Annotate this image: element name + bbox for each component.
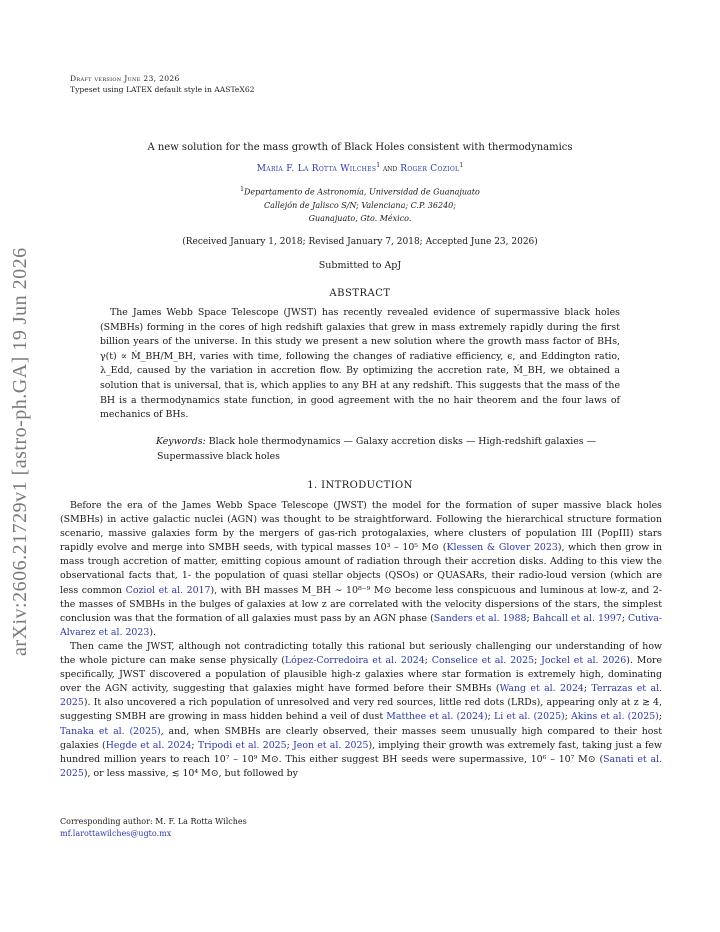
citation-link[interactable]: Tanaka et al. (2025): [60, 725, 161, 737]
citation-link[interactable]: Sanati et al. 2025: [60, 753, 662, 779]
abstract-heading: ABSTRACT: [329, 288, 391, 299]
citation-link[interactable]: Wang et al. 2024: [499, 683, 584, 695]
text-run: , and, when SMBHs are clearly observed, their masses seem unusually high compared to their host galaxies (: [60, 725, 662, 751]
citation-link[interactable]: Jockel et al. 2026: [541, 655, 627, 667]
citation-link[interactable]: Tripodi et al. 2025: [197, 739, 287, 751]
text-run: ). It also uncovered a rich population of unresolved and very red sources, little red dots (LRDs), appearing only at z ≳ 4, suggesting SMBH are growing in mass hidden behind a veil of dust: [60, 697, 662, 723]
arxiv-identifier-sidebar: arXiv:2606.21729v1 [astro-ph.GA] 19 Jun 2026: [9, 247, 31, 657]
citation-link[interactable]: Matthee et al. (2024): [386, 711, 488, 723]
separator: ;: [658, 711, 662, 723]
separator: ;: [534, 655, 542, 667]
separator: ;: [526, 612, 533, 624]
author-1[interactable]: María F. La Rotta Wilches: [256, 164, 377, 174]
paper-title: A new solution for the mass growth of Black Holes consistent with thermodynamics: [147, 142, 573, 153]
affil-line-2: Callejón de Jalisco S/N; Valenciana; C.P. 36240;: [264, 200, 456, 210]
separator: ;: [564, 711, 572, 723]
corresponding-author: Corresponding author: M. F. La Rotta Wilches: [60, 817, 247, 826]
keywords: [100, 435, 620, 464]
citation-link[interactable]: Conselice et al. 2025: [431, 655, 535, 667]
keywords-text: Black hole thermodynamics — Galaxy accretion disks — High-redshift galaxies — Supermassive black holes: [157, 436, 596, 462]
abstract-text: The James Webb Space Telescope (JWST) has recently revealed evidence of supermassive black holes (SMBHs) forming in the cores of high redshift galaxies that grew in mass extremely rapidly during the first billion years of the universe. In this study we present a new solution where the growth mass factor of BHs, γ(t) ∝ Ṁ_BH/M_BH, varies with time, following the changes of radiative efficiency, ϵ, and Eddington ratio, λ_Edd, caused by the variation in accretion flow. By optimizing the accretion rate, Ṁ_BH, we obtained a solution that is universal, that is, which applies to any BH at any redshift. This suggests that the mass of the BH is a thermodynamics state function, in good agreement with the no hair theorem and the four laws of mechanics of BHs.: [100, 307, 620, 421]
affil-mark: 1: [240, 186, 244, 193]
separator: ;: [191, 739, 198, 751]
affiliation: [60, 183, 660, 225]
author-list: [60, 162, 660, 174]
paragraph: [60, 499, 662, 640]
citation-link[interactable]: Sanders et al. 1988: [433, 612, 527, 624]
citation-link[interactable]: Akins et al. (2025): [571, 711, 659, 723]
citation-link[interactable]: Coziol et al. 2017: [125, 584, 211, 596]
draft-header: [70, 73, 254, 95]
text-run: Before the era of the James Webb Space Telescope (JWST) the model for the formation of super massive black holes (SMBHs) in active galactic nuclei (AGN) was thought to be straightforward. Following the hierarchical structure formation scenario, massive galaxies form by the mergers of gas-rich protogalaxies, where clusters of population III (PopIII) stars rapidly evolve and merge into SMBH seeds, with typical masses 10³ – 10⁵ M⊙ (: [60, 500, 662, 554]
author-1-affil-mark: 1: [376, 162, 381, 169]
author-email-link[interactable]: mf.larottawilches@ugto.mx: [60, 828, 172, 838]
draft-version: Draft version June 23, 2026: [70, 74, 180, 83]
keywords-block: [100, 435, 620, 464]
typeset-note: Typeset using LATEX default style in AASTeX62: [70, 85, 255, 94]
citation-link[interactable]: Jeon et al. 2025: [293, 739, 369, 751]
citation-link[interactable]: Klessen & Glover 2023: [446, 542, 558, 554]
author-conjunction: and: [382, 164, 398, 174]
affil-line-3: Guanajuato, Gto. México.: [308, 213, 412, 223]
affil-line-1: Departamento de Astronomía, Universidad de Guanajuato: [244, 187, 480, 197]
text-run: ), which then grow in mass trough accretion of matter, emitting copious amount of radiation through their accretion disks. Adding to this view the observational facts that, 1- the population of quasi stellar objects (QSOs) or QUASARs, their radio-loud version (which are less common: [60, 542, 662, 596]
text-run: ).: [149, 626, 156, 638]
text-run: Then came the JWST, although not contradicting totally this rational but seriously challenging our understanding of how the whole picture can make sense physically (: [60, 640, 662, 667]
separator: ;: [286, 739, 294, 751]
paragraph: [60, 640, 662, 781]
text-run: ), or less massive, ≲ 10⁴ M⊙, but followed by: [83, 767, 298, 779]
author-2-affil-mark: 1: [459, 162, 464, 169]
citation-link[interactable]: Li et al. (2025): [493, 711, 565, 723]
citation-link[interactable]: Cutiva-Alvarez et al. 2023: [60, 612, 663, 638]
corresponding-author-footnote: [60, 816, 247, 839]
separator: ;: [424, 655, 432, 667]
text-run: ), with BH masses M_BH ∼ 10⁸⁻⁹ M⊙ become less conspicuous and luminous at low-z, and 2- the masses of SMBHs in the bulges of galaxies at low z are correlated with the velocity dispersions of the stars, the simplest conclusion was that the formation of all galaxies must pass by an AGN phase (: [60, 584, 662, 624]
citation-link[interactable]: López-Corredoira et al. 2024: [284, 655, 425, 667]
author-2[interactable]: Roger Coziol: [400, 164, 460, 174]
received-dates: (Received January 1, 2018; Revised January 7, 2018; Accepted June 23, 2026): [182, 237, 538, 247]
separator: ;: [621, 612, 628, 624]
separator: ;: [583, 683, 592, 695]
keywords-label: Keywords:: [156, 436, 206, 447]
section-heading-introduction: 1. INTRODUCTION: [307, 480, 413, 491]
text-run: ). More specifically, JWST discovered a population of plausible high-z galaxies where star formation is extremely high, dominating over the AGN activity, suggesting that galaxies might have formed before their SMBHs (: [60, 655, 663, 695]
text-run: ), implying their growth was extremely fast, taking just a few hundred million years to reach 10⁷ – 10⁹ M⊙. This either suggest BH seeds were supermassive, 10⁶ – 10⁷ M⊙ (: [60, 739, 663, 765]
citation-link[interactable]: Terrazas et al. 2025: [60, 683, 663, 709]
submitted-to: Submitted to ApJ: [318, 260, 402, 271]
citation-link[interactable]: Bahcall et al. 1997: [532, 612, 622, 624]
introduction-body: [60, 499, 662, 781]
separator: ;: [487, 711, 494, 723]
citation-link[interactable]: Hegde et al. 2024: [105, 739, 192, 751]
